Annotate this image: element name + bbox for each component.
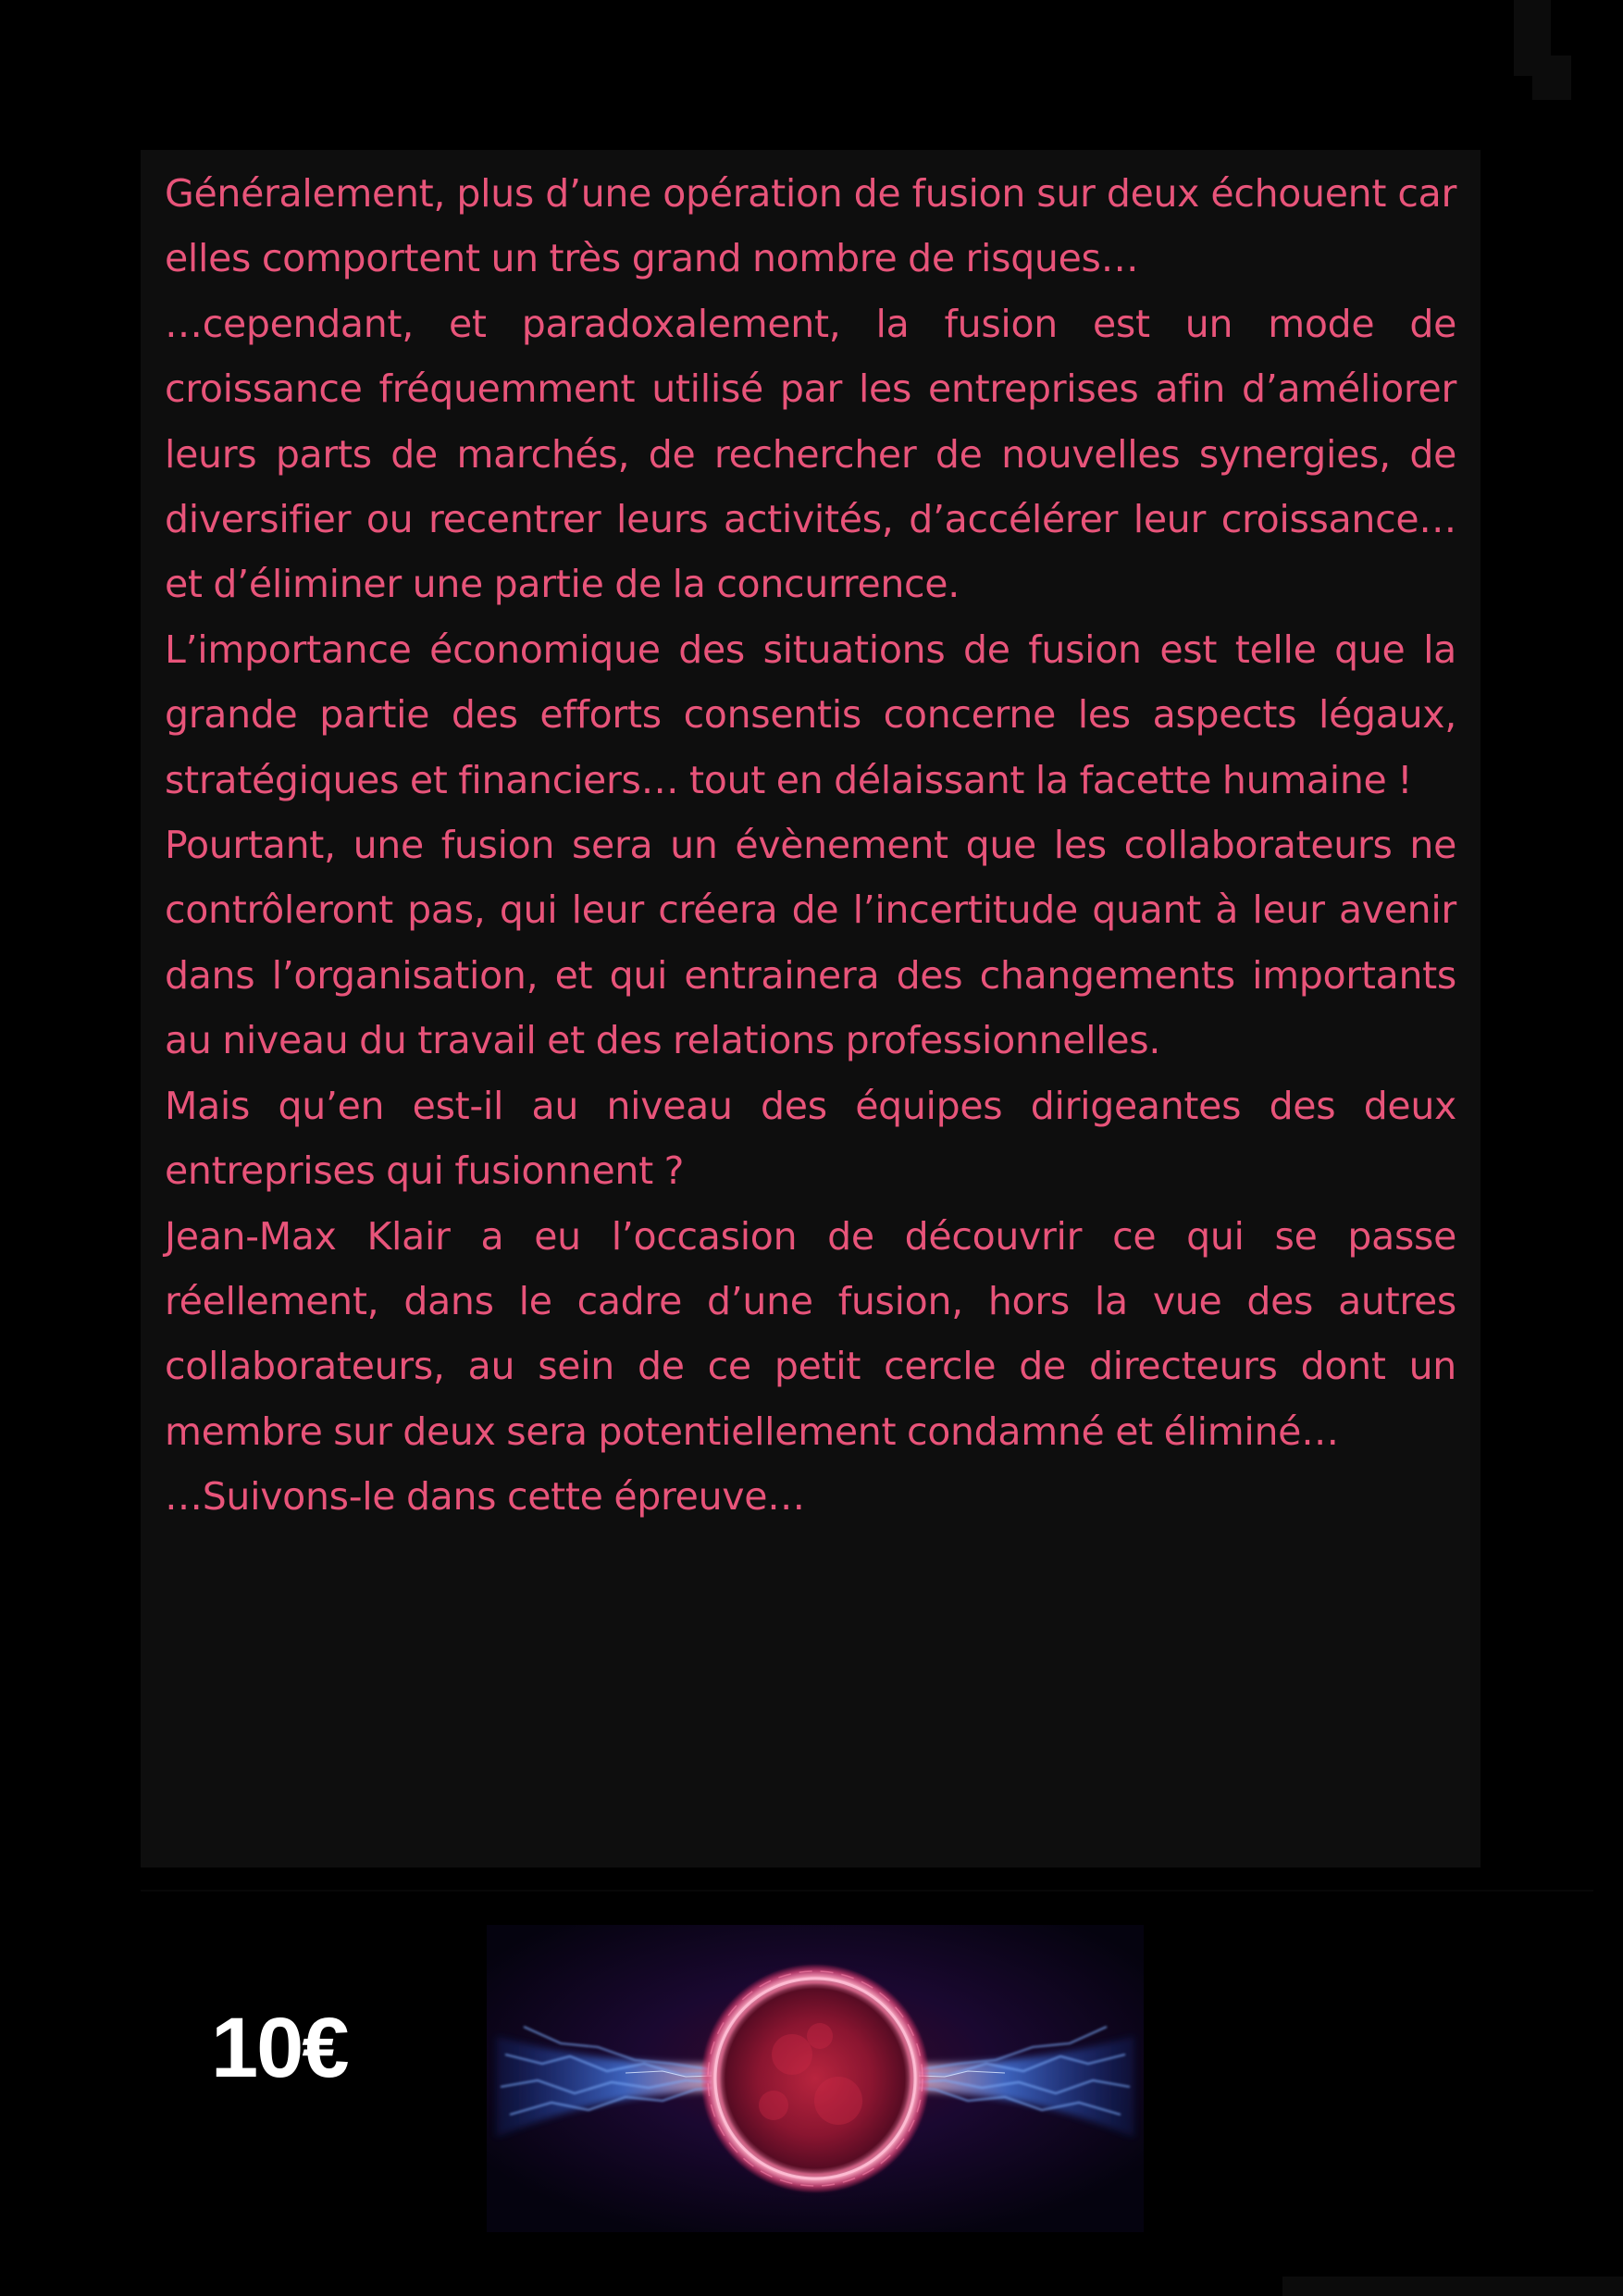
paragraph-intro: Généralement, plus d’une opération de fusion sur deux échouent car elles comportent un très grand nombre de risques… [165,171,1456,281]
paragraph-collaborators: Pourtant, une fusion sera un évènement que les collaborateurs ne contrôleront pas, qui leur créera de l’incertitude quant à leur avenir dans l’organisation, et qui entrainera des changements importants au niveau du travail et des relations professionnelles. [165,823,1456,1063]
paragraph-closing: …Suivons-le dans cette épreuve… [165,1474,805,1520]
paragraph-importance: L’importance économique des situations de fusion est telle que la grande partie des efforts consentis concerne les aspects légaux, stratégiques et financiers… tout en délaissant la facette humaine ! [165,627,1456,802]
fusion-orb-image [487,1925,1144,2232]
corner-mark-top-right-lower [1532,56,1571,100]
paragraph-paradox: …cependant, et paradoxalement, la fusion est un mode de croissance fréquemment utilisé par les entreprises afin d’améliorer leurs parts de marchés, de rechercher de nouvelles synergies, de diversifier ou recentrer leurs activités, d’accélérer leur croissance… et d’éliminer une partie de la concurrence. [165,301,1456,607]
divider-line [141,1890,1593,1892]
back-cover-text-panel [141,150,1481,1868]
paragraph-jean-max: Jean-Max Klair a eu l’occasion de découvrir ce qui se passe réellement, dans le cadre d’une fusion, hors la vue des autres collaborateurs, au sein de ce petit cercle de directeurs dont un membre sur deux sera potentiellement condamné et éliminé… [165,1213,1456,1454]
price-label: 10€ [211,2001,348,2095]
bottom-edge-mark [1282,2277,1623,2296]
paragraph-question: Mais qu’en est-il au niveau des équipes dirigeantes des deux entreprises qui fusionnent ? [165,1083,1456,1194]
